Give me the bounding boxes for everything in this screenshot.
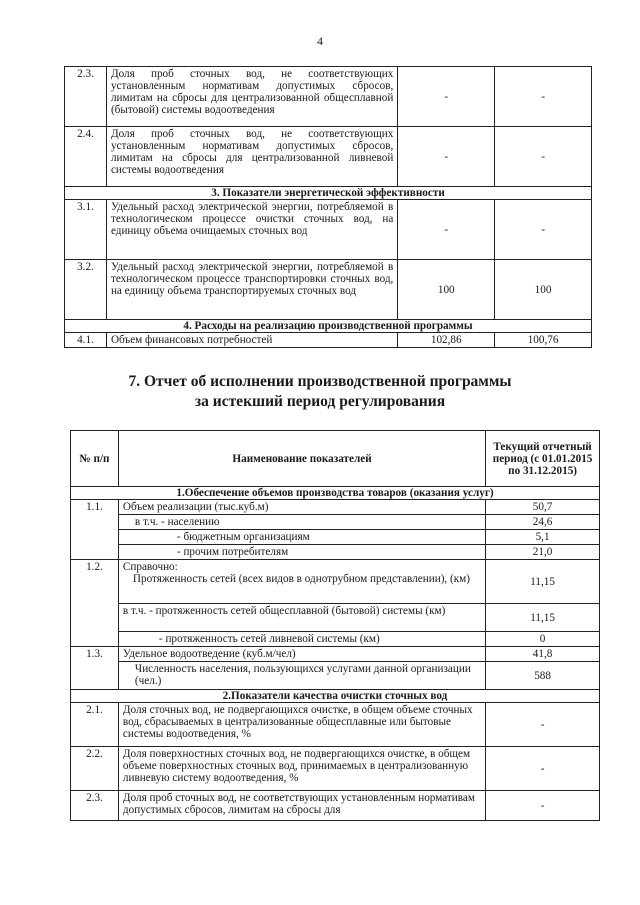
table-row (71, 515, 600, 530)
table-row (65, 333, 592, 348)
header-period: Текущий отчетный период (с 01.01.2015 по 31.12.2015) (486, 431, 600, 487)
row-number: 2.1. (71, 703, 119, 747)
table-row (71, 647, 600, 662)
indicator-name: Доля поверхностных сточных вод, не подвергающихся очистке, в общем объеме поверхностных сточных вод, принимаемых в централизованную ливневую систему водоотведения, % (118, 747, 485, 791)
table-row (71, 604, 600, 632)
heading-line-1: 7. Отчет об исполнении производственной программы (128, 373, 512, 390)
table-row (65, 200, 592, 260)
page-number: 4 (317, 34, 323, 48)
header-num: № п/п (71, 431, 119, 487)
indicator-name: Удельное водоотведение (куб.м/чел) (118, 647, 485, 662)
table-row (71, 791, 600, 821)
table-row (71, 560, 600, 604)
row-number: 1.2. (71, 560, 119, 647)
indicator-label: Справочно: (122, 561, 178, 573)
table-row (71, 500, 600, 515)
indicator-name: Доля проб сточных вод, не соответствующих установленным нормативам допустимых сбросов, лимитам на сбросы для централизованной общесплавной (бытовой) системы водоотведения (106, 67, 397, 127)
actual-value: - (495, 67, 592, 127)
period-value: 21,0 (486, 545, 600, 560)
indicator-name: - прочим потребителям (118, 545, 485, 560)
indicator-name: в т.ч. - населению (118, 515, 485, 530)
row-number: 2.3. (65, 67, 107, 127)
section-title: 4. Расходы на реализацию производственной программы (65, 320, 592, 333)
row-number: 2.3. (71, 791, 119, 821)
row-number: 2.2. (71, 747, 119, 791)
indicator-name: - протяженность сетей ливневой системы (км) (118, 632, 485, 647)
period-value: - (486, 747, 600, 791)
indicator-name: Численность населения, пользующихся услугами данной организации (чел.) (118, 662, 485, 690)
indicator-name: Объем финансовых потребностей (106, 333, 397, 348)
indicator-name (118, 560, 485, 604)
header-row (71, 431, 600, 487)
indicator-name: Объем реализации (тыс.куб.м) (118, 500, 485, 515)
section-title: 1.Обеспечение объемов производства товаров (оказания услуг) (71, 487, 600, 500)
section-row (65, 187, 592, 200)
actual-value: - (495, 127, 592, 187)
section-row (71, 487, 600, 500)
section-row (65, 320, 592, 333)
indicator-name: - бюджетным организациям (118, 530, 485, 545)
plan-value: 100 (398, 260, 495, 320)
indicator-name: Доля проб сточных вод, не соответствующих установленным нормативам допустимых сбросов, лимитам на сбросы для централизованной ливневой системы водоотведения (106, 127, 397, 187)
indicator-name: Удельный расход электрической энергии, потребляемой в технологическом процессе транспортировки сточных вод, на единицу объема транспортируемых сточных вод (106, 260, 397, 320)
indicator-name: в т.ч. - протяженность сетей общесплавной (бытовой) системы (км) (118, 604, 485, 632)
plan-value: 102,86 (398, 333, 495, 348)
table-row (65, 127, 592, 187)
indicator-name: Доля проб сточных вод, не соответствующих установленным нормативам допустимых сбросов, лимитам на сбросы для (118, 791, 485, 821)
table-row (65, 67, 592, 127)
indicator-name: Доля сточных вод, не подвергающихся очистке, в общем объеме сточных вод, сбрасываемых в централизованные общесплавные или бытовые системы водоотведения, % (118, 703, 485, 747)
period-value: - (486, 703, 600, 747)
period-value: 41,8 (486, 647, 600, 662)
table-row (71, 703, 600, 747)
actual-value: 100,76 (495, 333, 592, 348)
row-number: 2.4. (65, 127, 107, 187)
header-name: Наименование показателей (118, 431, 485, 487)
section-title: 2.Показатели качества очистки сточных вод (71, 690, 600, 703)
actual-value: 100 (495, 260, 592, 320)
table-row (71, 632, 600, 647)
period-value: 24,6 (486, 515, 600, 530)
actual-value: - (495, 200, 592, 260)
period-value: 50,7 (486, 500, 600, 515)
period-value: 588 (486, 662, 600, 690)
row-number: 4.1. (65, 333, 107, 348)
section-title: 3. Показатели энергетической эффективности (65, 187, 592, 200)
section-heading (0, 372, 640, 412)
row-number: 1.3. (71, 647, 119, 690)
indicator-detail: Протяженность сетей (всех видов в однотрубном представлении), (км) (132, 573, 470, 585)
row-number: 3.1. (65, 200, 107, 260)
table-row (71, 545, 600, 560)
plan-value: - (398, 127, 495, 187)
period-value: 5,1 (486, 530, 600, 545)
row-number: 1.1. (71, 500, 119, 560)
table-row (65, 260, 592, 320)
indicator-name: Удельный расход электрической энергии, потребляемой в технологическом процессе очистки сточных вод, на единицу объема очищаемых сточных вод (106, 200, 397, 260)
table-row (71, 747, 600, 791)
section-row (71, 690, 600, 703)
plan-value: - (398, 67, 495, 127)
row-number: 3.2. (65, 260, 107, 320)
period-value: 0 (486, 632, 600, 647)
table-row (71, 662, 600, 690)
period-value: - (486, 791, 600, 821)
heading-line-2: за истекший период регулирования (194, 393, 446, 410)
table-row (71, 530, 600, 545)
period-value: 11,15 (486, 604, 600, 632)
report-table (70, 430, 600, 821)
plan-value: - (398, 200, 495, 260)
production-program-table (64, 66, 592, 348)
period-value: 11,15 (486, 560, 600, 604)
